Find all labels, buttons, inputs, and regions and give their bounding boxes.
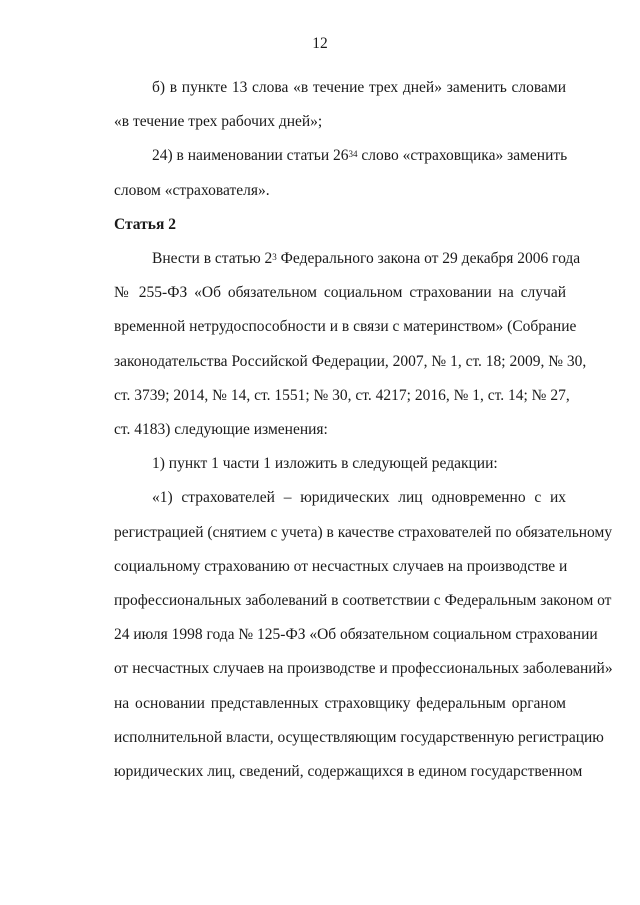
paragraph-article-2-intro xyxy=(76,242,587,447)
text-line: профессиональных заболеваний в соответствии с Федеральным законом от xyxy=(114,592,612,610)
text-line: законодательства Российской Федерации, 2007, № 1, ст. 18; 2009, № 30, xyxy=(114,352,587,370)
text-fragment: слово «страховщика» заменить xyxy=(357,147,568,165)
text-fragment: Внести в статью 2 xyxy=(152,250,273,268)
paragraph-new-wording xyxy=(76,481,613,789)
text-line: № 255-ФЗ «Об обязательном социальном страховании на случай xyxy=(114,284,566,302)
text-line xyxy=(76,139,566,173)
page-number: 12 xyxy=(312,35,328,52)
superscript: 3 xyxy=(272,252,277,263)
text-line: от несчастных случаев на производстве и профессиональных заболеваний» xyxy=(114,660,613,678)
text-line: «в течение трех рабочих дней»; xyxy=(114,113,323,131)
text-line: на основании представленных страховщику федеральным органом xyxy=(114,694,566,712)
text-line: словом «страхователя». xyxy=(114,181,270,199)
text-line: ст. 4183) следующие изменения: xyxy=(114,421,328,439)
text-line: временной нетрудоспособности и в связи с материнством» (Собрание xyxy=(114,318,577,336)
text-fragment: 24) в наименовании статьи 26 xyxy=(152,147,349,165)
paragraph-amendment-b xyxy=(76,71,566,139)
paragraph-amendment-24 xyxy=(76,139,566,207)
text-line: исполнительной власти, осуществляющим государственную регистрацию xyxy=(114,728,604,746)
superscript: 34 xyxy=(348,149,358,160)
text-line: юридических лиц, сведений, содержащихся в едином государственном xyxy=(114,763,583,781)
text-fragment: Федерального закона от 29 декабря 2006 года xyxy=(276,250,581,268)
paragraph-item-1 xyxy=(76,447,566,481)
text-line: 1) пункт 1 части 1 изложить в следующей редакции: xyxy=(152,455,498,473)
text-line xyxy=(76,242,581,276)
text-line: «1) страхователей – юридических лиц одновременно с их xyxy=(152,489,566,507)
text-line: б) в пункте 13 слова «в течение трех дней» заменить словами xyxy=(152,79,566,96)
article-heading: Статья 2 xyxy=(114,215,176,233)
text-line: 24 июля 1998 года № 125-ФЗ «Об обязательном социальном страховании xyxy=(114,626,598,644)
text-line: социальному страхованию от несчастных случаев на производстве и xyxy=(114,557,568,575)
text-line: регистрацией (снятием с учета) в качестве страхователей по обязательному xyxy=(114,523,613,541)
text-line: ст. 3739; 2014, № 14, ст. 1551; № 30, ст. 4217; 2016, № 1, ст. 14; № 27, xyxy=(114,386,570,404)
document-body xyxy=(76,71,613,789)
